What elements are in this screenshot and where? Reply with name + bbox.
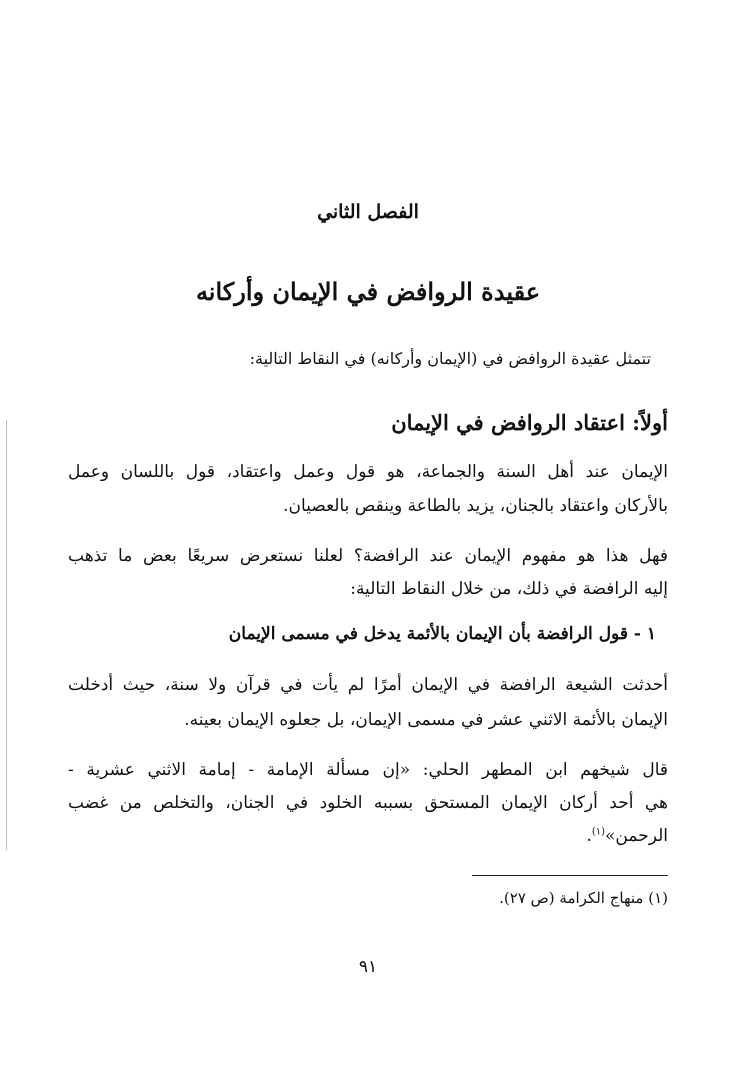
page-number: ٩١	[358, 957, 378, 977]
paragraph-2-line-1: فهل هذا هو مفهوم الإيمان عند الرافضة؟ لعلنا نستعرض سريعًا بعض ما تذهب	[68, 546, 668, 566]
paragraph-3-line-1: أحدثت الشيعة الرافضة في الإيمان أمرًا لم يأت في قرآن ولا سنة، حيث أدخلت	[68, 675, 668, 695]
footnote-divider	[472, 875, 668, 876]
footnote-marker: (١)	[591, 826, 606, 838]
page-edge-line	[6, 420, 7, 850]
footnote: (١) منهاج الكرامة (ص ٢٧).	[499, 889, 668, 907]
paragraph-1-line-1: الإيمان عند أهل السنة والجماعة، هو قول وعمل واعتقاد، قول باللسان وعمل	[68, 462, 668, 482]
section-heading: أولاً: اعتقاد الروافض في الإيمان	[391, 410, 668, 435]
chapter-title: الفصل الثاني	[317, 201, 419, 223]
paragraph-4-line-3-text: الرحمن»	[605, 826, 668, 846]
paragraph-4-line-3-end: .	[586, 826, 592, 846]
paragraph-3-line-2: الإيمان بالأئمة الاثني عشر في مسمى الإيمان، بل جعلوه الإيمان بعينه.	[184, 710, 668, 730]
paragraph-4-line-2: هي أحد أركان الإيمان المستحق بسببه الخلود في الجنان، والتخلص من غضب	[68, 793, 668, 813]
subheading: ١ - قول الرافضة بأن الإيمان بالأئمة يدخل في مسمى الإيمان	[228, 624, 656, 644]
paragraph-2-line-2: إليه الرافضة في ذلك، من خلال النقاط التالية:	[350, 579, 668, 599]
paragraph-4-line-1: قال شيخهم ابن المطهر الحلي: «إن مسألة الإمامة - إمامة الاثني عشرية -	[68, 760, 668, 780]
paragraph-1-line-2: بالأركان واعتقاد بالجنان، يزيد بالطاعة وينقص بالعصيان.	[283, 496, 668, 516]
chapter-subtitle: عقيدة الروافض في الإيمان وأركانه	[195, 277, 541, 306]
intro-text: تتمثل عقيدة الروافض في (الإيمان وأركانه) في النقاط التالية:	[249, 349, 651, 368]
paragraph-4-line-3	[586, 826, 668, 846]
